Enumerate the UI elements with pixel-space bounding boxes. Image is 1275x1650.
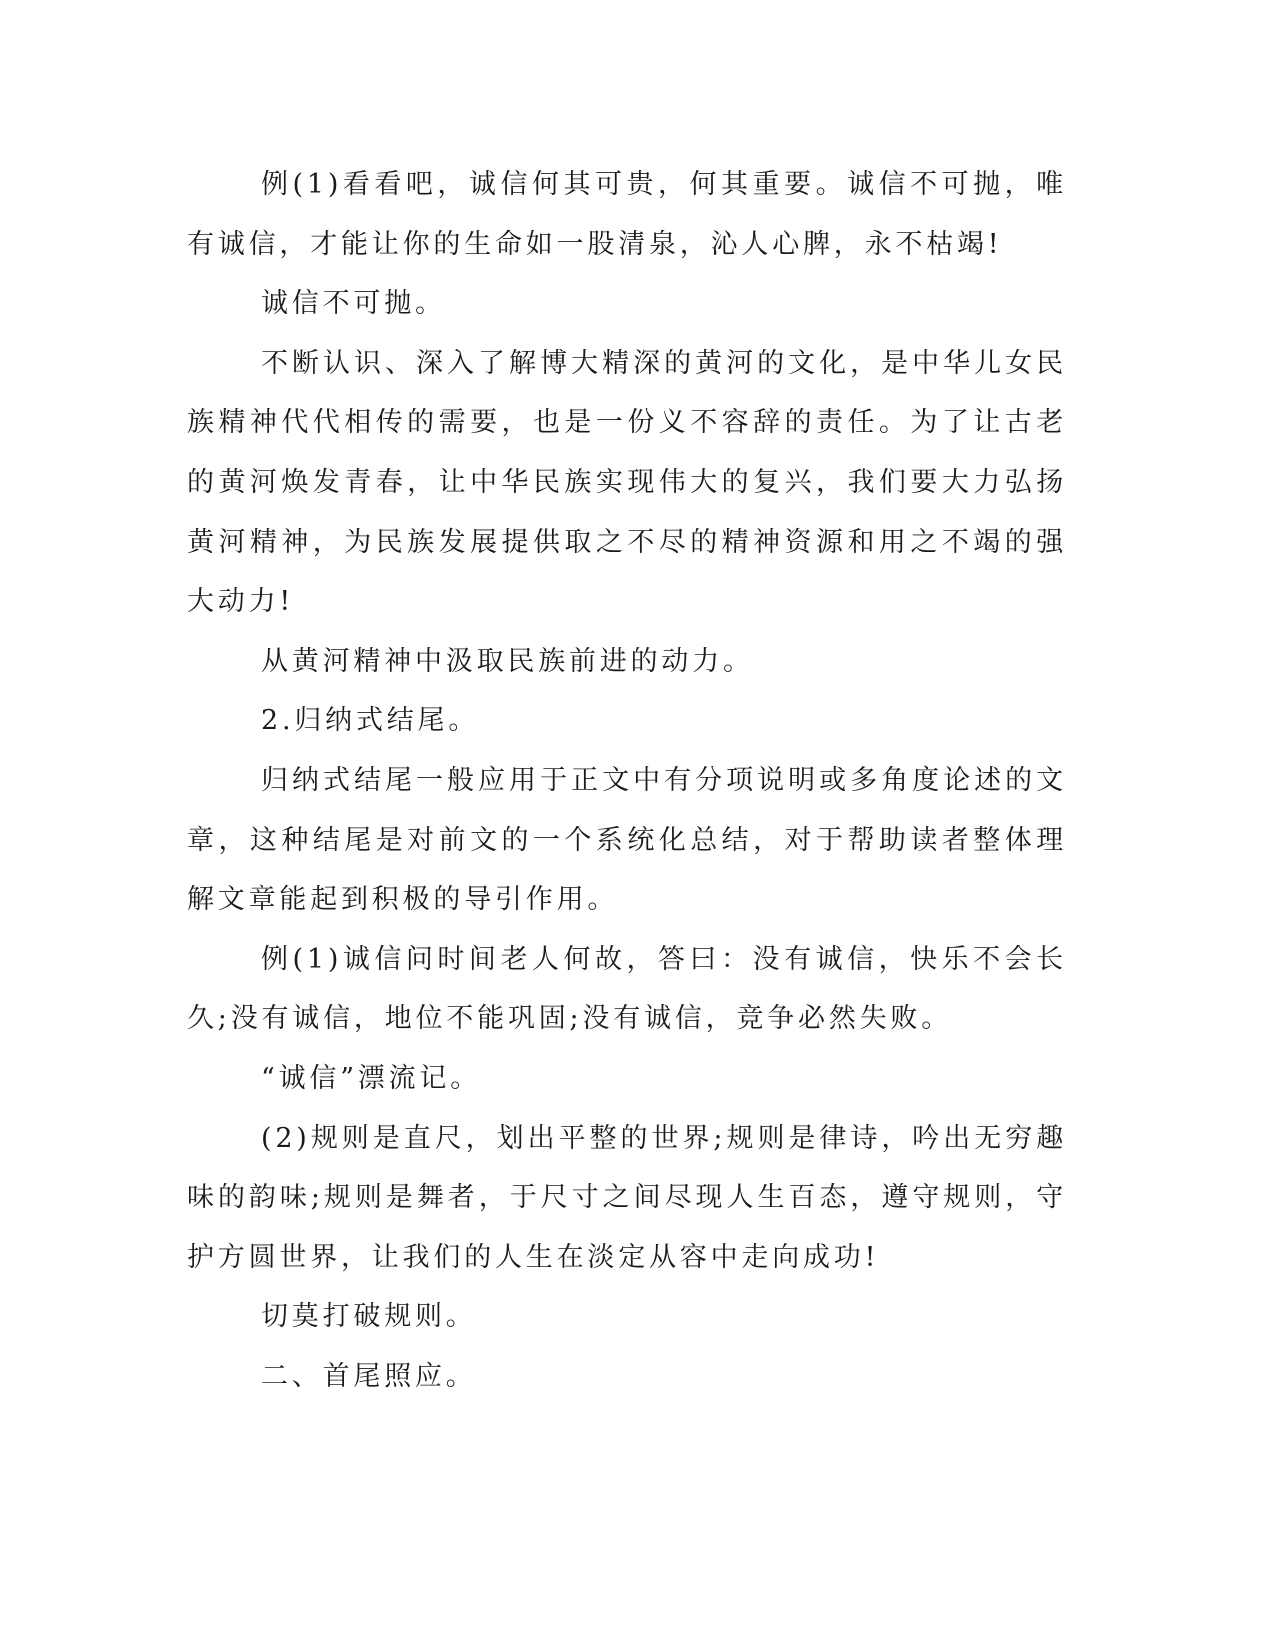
section-heading-inductive-ending: 2.归纳式结尾。 [261, 705, 480, 737]
paragraph-example-rules: (2)规则是直尺，划出平整的世界;规则是律诗，吟出无穷趣味的韵味;规则是舞者，于尺寸之间尽现人生百态，遵守规则，守护方圆世界，让我们的人生在淡定从容中走向成功! [187, 1122, 1067, 1273]
document-body [187, 155, 1067, 1406]
paragraph-example-time-elder: 例(1)诚信问时间老人何故，答曰：没有诚信，快乐不会长久;没有诚信，地位不能巩固;没有诚信，竞争必然失败。 [187, 943, 1067, 1035]
paragraph-title-honesty-drift: “诚信”漂流记。 [261, 1062, 482, 1094]
paragraph-title-yellow-river: 从黄河精神中汲取民族前进的动力。 [261, 645, 754, 677]
paragraph-example-honesty: 例(1)看看吧，诚信何其可贵，何其重要。诚信不可抛，唯有诚信，才能让你的生命如一股清泉，沁人心脾，永不枯竭! [187, 169, 1067, 260]
paragraph-title-rules: 切莫打破规则。 [261, 1301, 477, 1333]
paragraph-title-honesty: 诚信不可抛。 [261, 288, 446, 320]
section-heading-echo: 二、首尾照应。 [261, 1360, 477, 1392]
paragraph-inductive-explanation: 归纳式结尾一般应用于正文中有分项说明或多角度论述的文章，这种结尾是对前文的一个系统化总结，对于帮助读者整体理解文章能起到积极的导引作用。 [187, 764, 1067, 916]
paragraph-yellow-river: 不断认识、深入了解博大精深的黄河的文化，是中华儿女民族精神代代相传的需要，也是一份义不容辞的责任。为了让古老的黄河焕发青春，让中华民族实现伟大的复兴，我们要大力弘扬黄河精神，为民族发展提供取之不尽的精神资源和用之不竭的强大动力! [187, 347, 1067, 618]
